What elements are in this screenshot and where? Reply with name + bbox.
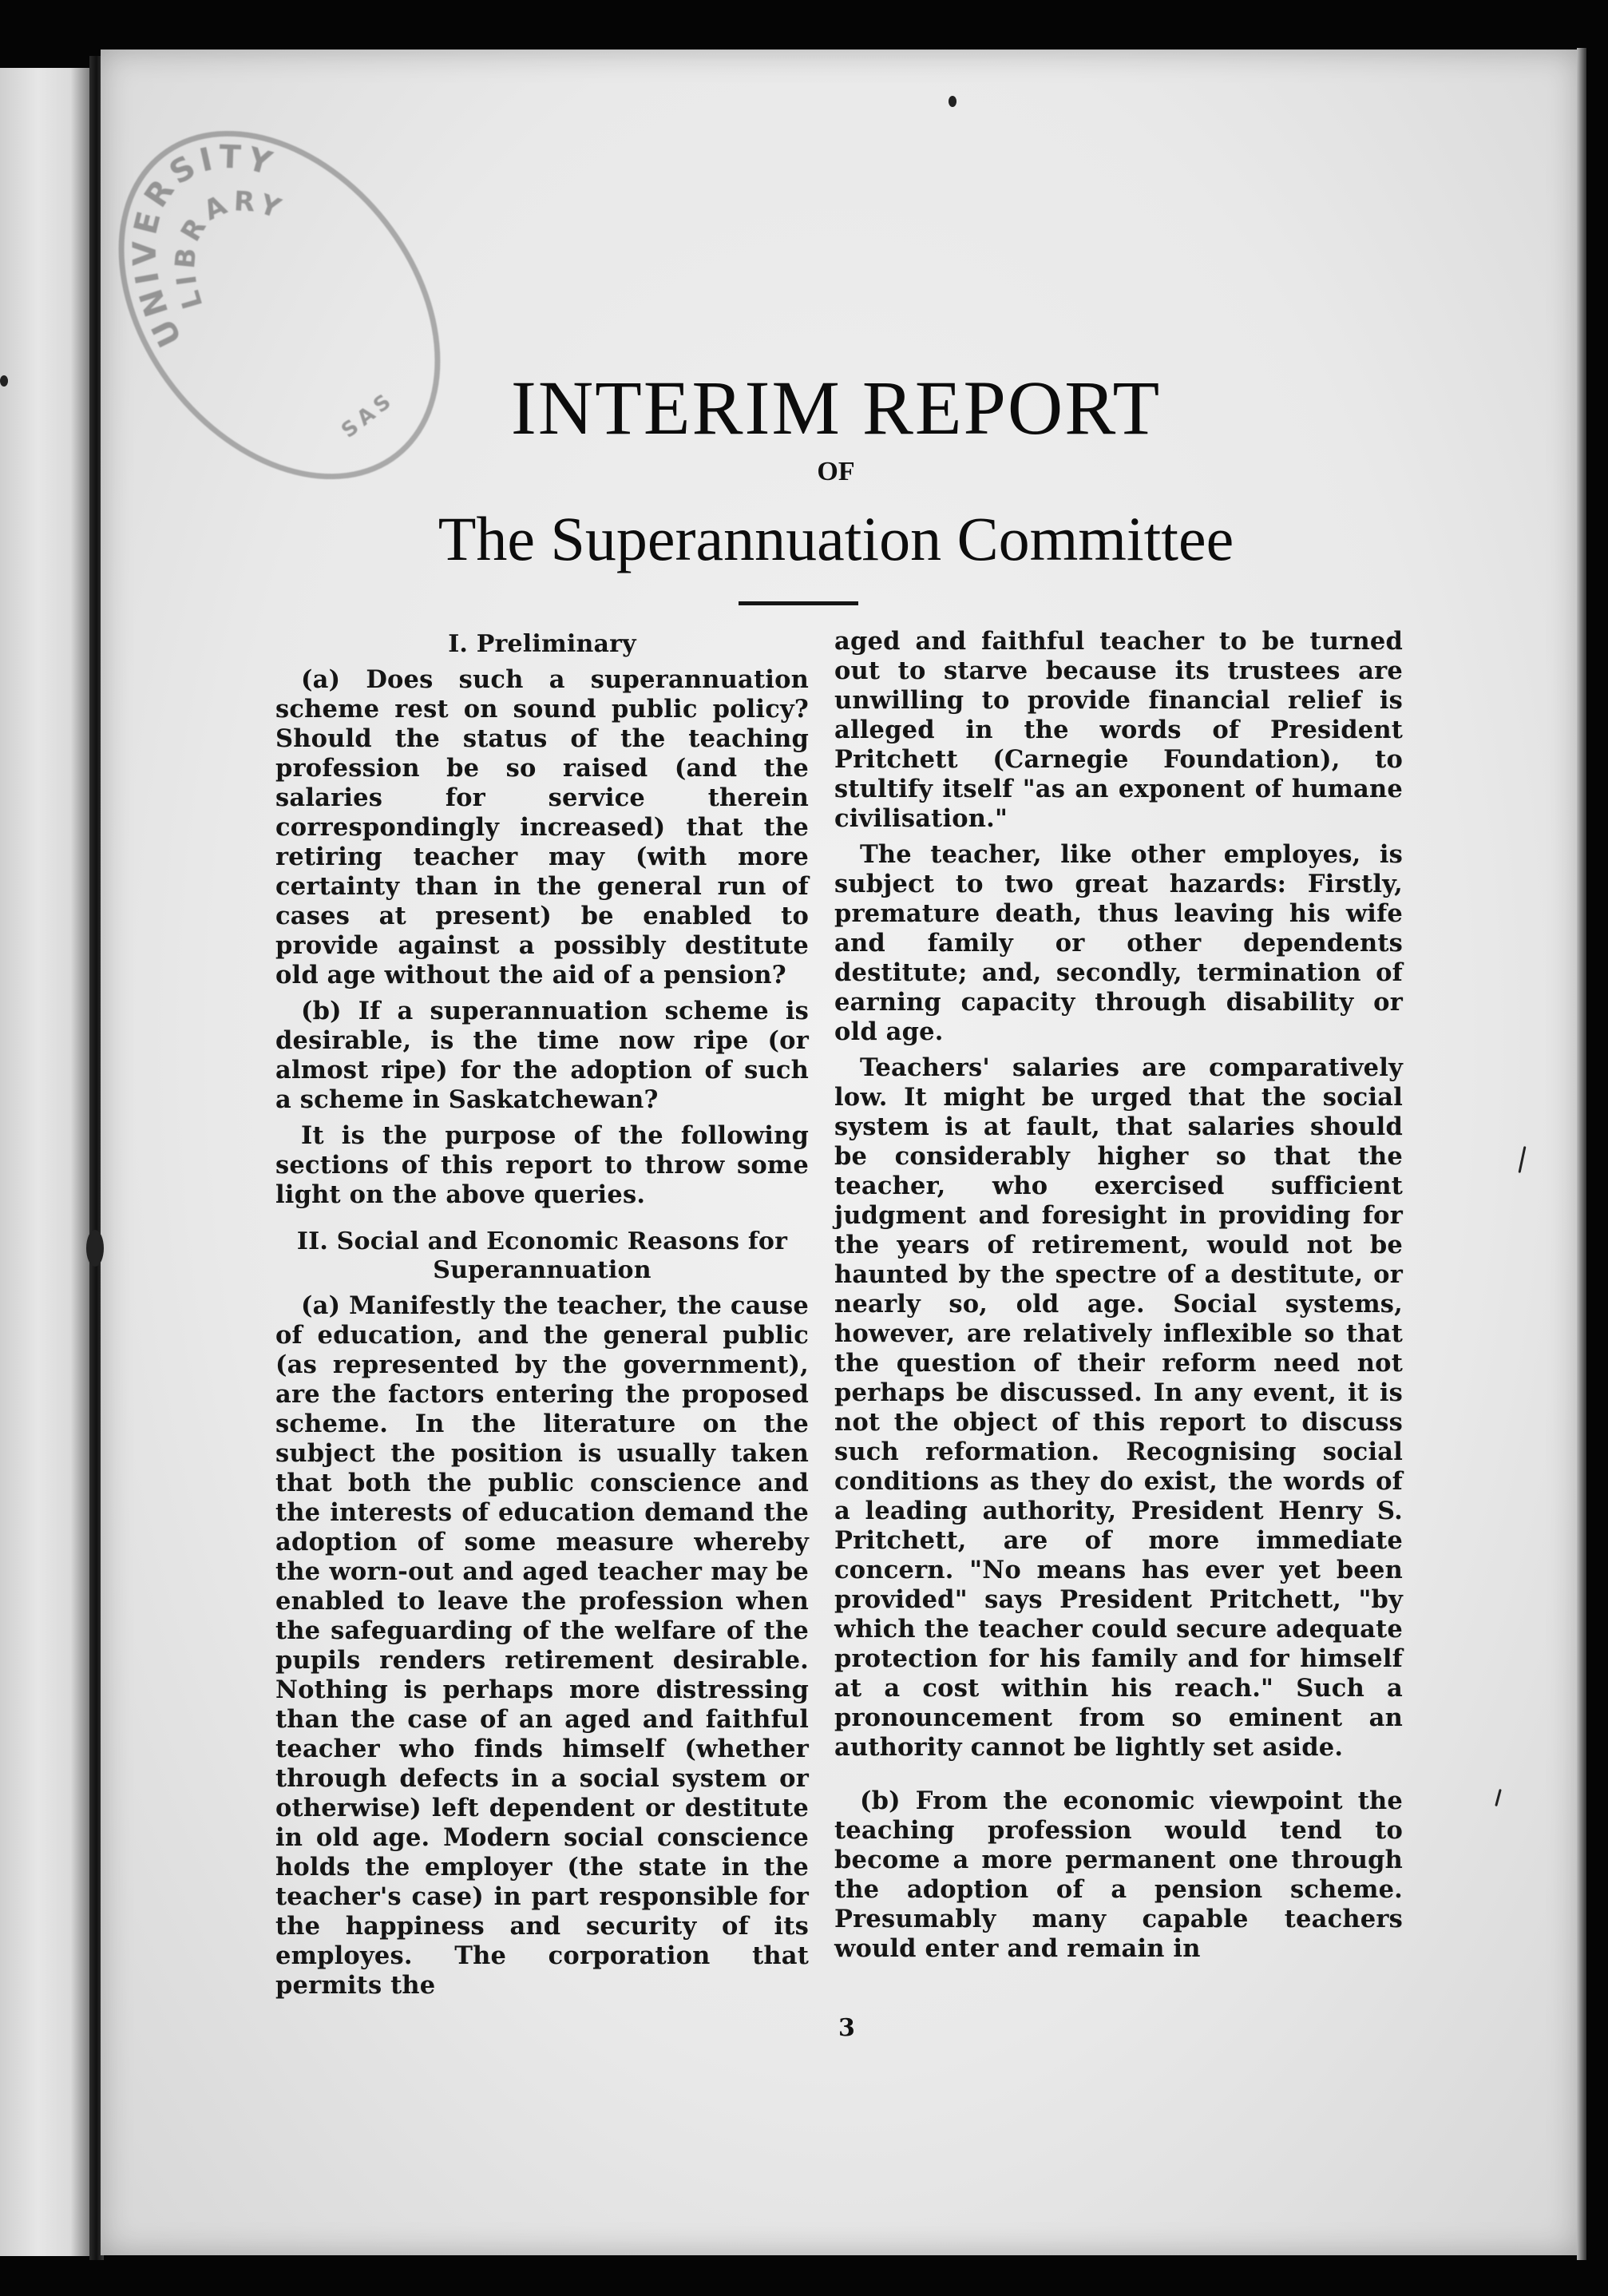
paragraph-1b: (b) If a superannuation scheme is desirable, is the time now ripe (or almost ripe) for the adoption of such a scheme in Saskatchewan? [275,997,809,1114]
section-heading-preliminary: I. Preliminary [448,630,636,658]
section-heading-line-1: II. Social and Economic Reasons for [296,1227,788,1255]
title-divider-rule [739,601,858,605]
ink-speck [949,96,956,107]
stamp-text-university: UNIVERSITY [126,138,280,353]
paragraph-salaries: Teachers' salaries are comparatively low. It might be urged that the social system is at fault, that salaries should be considerably higher so that the teacher, who exercised sufficient judgment and foresight in providing for the years of retirement, would not be haunted by the spectre of a destitute, or nearly so, old age. Social systems, however, are relatively inflexible so that the question of their reform need not perhaps be discussed. In any event, it is not the object of this report to discuss such reformation. Recognising social conditions as they do exist, the words of a leading authority, President Henry S. Pritchett, are of more immediate concern. "No means has ever yet been provided" says President Pritchett, "by which the teacher could secure adequate protection for his family and for himself at a cost within his reach." Such a pronouncement from so eminent an authority cannot be lightly set aside. [834,1053,1403,1762]
paragraph-2a: (a) Manifestly the teacher, the cause of education, and the general public (as represented by the government), are the factors entering the proposed scheme. In the literature on the subject the position is usually taken that both the public conscience and the interests of education demand the adoption of some measure whereby the worn-out and aged teacher may be enabled to leave the profession when the safeguarding of the welfare of the pupils renders retirement desirable. Nothing is perhaps more distressing than the case of an aged and faithful teacher who finds himself (whether through defects in a social system or otherwise) left dependent or destitute in old age. Modern social conscience holds the employer (the state in the teacher's case) in part responsible for the happiness and security of its employes. The corporation that permits the [275,1291,809,2000]
paragraph-1a: (a) Does such a superannuation scheme rest on sound public policy? Should the status of the teaching profession be so raised (and the salaries for service therein correspondingly increased) that the retiring teacher may (with more certainty than in the general run of cases at present) be enabled to provide against a possibly destitute old age without the aid of a pension? [275,665,809,989]
paragraph-hazards: The teacher, like other employes, is subject to two great hazards: Firstly, premature death, thus leaving his wife and family or other dependents destitute; and, secondly, termination of earning capacity through disability or old age. [834,840,1403,1046]
report-title: INTERIM REPORT [510,365,1162,450]
title-connector-of: OF [817,457,855,486]
stamp-text-sas: SAS [337,387,400,443]
stamp-text-library: LIBRARY [168,185,290,313]
paragraph-2a-continued: aged and faithful teacher to be turned out to starve because its trustees are unwilling to provide financial relief is alleged in the words of President Pritchett (Carnegie Foundation), to stultify itself "as an exponent of humane civilisation." [834,627,1403,833]
section-heading-line-2: Superannuation [433,1256,652,1284]
right-text-column [834,627,1403,1970]
report-subtitle: The Superannuation Committee [438,504,1234,573]
section-heading-social-economic [275,1227,809,1285]
paragraph-2b: (b) From the economic viewpoint the teaching profession would tend to become a more permanent one through the adoption of a pension scheme. Presumably many capable teachers would enter and remain in [834,1786,1403,1963]
left-text-column [275,627,809,2007]
binding-hole-mark [86,1230,104,1267]
page-number: 3 [838,2014,855,2042]
paragraph-1-purpose: It is the purpose of the following sections of this report to throw some light on the above queries. [275,1121,809,1209]
